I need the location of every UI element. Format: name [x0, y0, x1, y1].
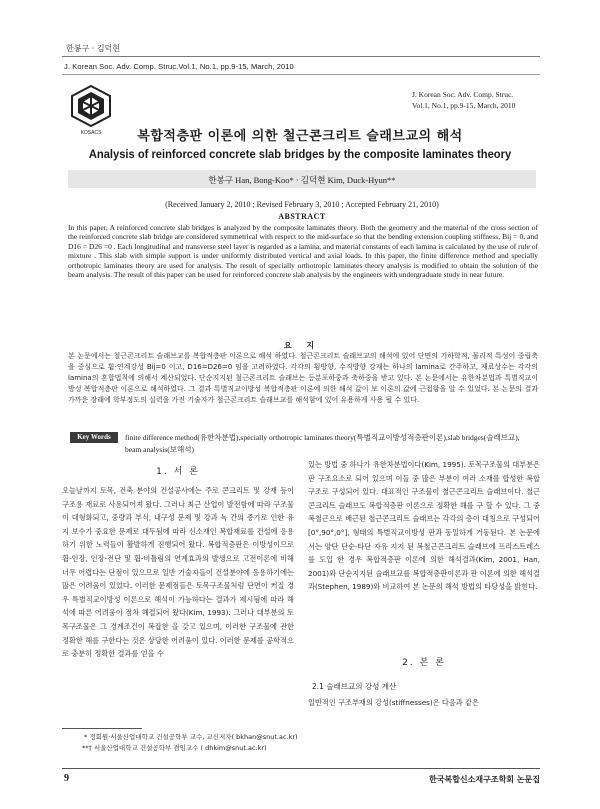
subsection-title: 2.1 슬래브교의 강성 계산 — [312, 682, 397, 691]
footer-rule — [62, 768, 540, 769]
abstract-heading: ABSTRACT — [278, 212, 326, 221]
section-title-main: 2. 본 론 — [402, 658, 446, 668]
footer-society-name: 한국복합신소재구조학회 논문집 — [429, 775, 540, 784]
abstract-body: In this paper, A reinforced concrete slab bridges is analyzed by the composite laminates theory. Both the geometry and the material of the cross section of the reinforced concrete slab bridge are considered symmetrical with respect to the mid-surface so that the bending extension coupling stiffness, Bij = 0, and D16 = D26 =0 . Each longitudinal and transverse steel layer is regarded as a lamina, and material constants of each lamina is calculated by the use of rule of mixture . This slab with simple support is under uniformly distributed vertical and axial loads. In this paper, the finite difference method and specially orthotropic laminates theory are used for analysis. The result of specially orthotropic laminates theory analysis is modified to obtain the solution of the beam analysis. The result of this paper can be used for reinforced concrete slab analysis by the engineers with undergraduate study in near future. — [68, 223, 538, 280]
section-title-introduction: 1. 서 론 — [156, 467, 200, 477]
footnote-rule — [62, 728, 142, 729]
footnote: **† 서울산업대학교 건설공학부 겸임교수 ( dhkim@snut.ac.kr) — [82, 744, 267, 752]
korean-abstract-heading: 요 지 — [283, 340, 321, 350]
journal-info — [412, 89, 540, 111]
korean-abstract-body: 본 논문에서는 철근콘크리트 슬래브교를 복합적층판 이론으로 해석 하였다. 철근콘크리트 슬래브교의 해석에 있어 단면의 기하학적, 물리적 특성이 중립축을 중심으로 휨-연계강성 Bij=0 이고, D16=D26=0 임을 고려하였다. 각각의 횡방향, 수직방향 강재는 하나의 lamina로 간주하고, 재료상수는 각각의 lamina의 혼합법칙에 의해서 계산되었다. 단순지지된 철근콘크리트 슬래브는 등분포하중과 축하중을 받고 있다. 본 논문에서는 유한차분법과 특별직교이방성 복합적층판 이론으로 해석하였다. 그 결과 특별직교이방성 복합적층판 이론에 의한 해석 값이 보 이론의 값에 근접함을 알 수 있었다. 본 논문의 결과 가까운 장래에 학부정도의 실력을 가진 기술자가 철근콘크리트 슬래브교를 해석함에 있어 유용하게 사용 될 수 있다. — [68, 352, 538, 404]
journal-info-line: J. Korean Soc. Adv. Comp. Struc. — [412, 90, 514, 99]
received-dates: (Received January 2, 2010 ; Revised February 3, 2010 ; Accepted February 21, 2010) — [165, 200, 439, 209]
running-header-authors: 한봉구 · 김덕현 — [66, 44, 120, 53]
footnote: * 정회원·서울산업대학교 건설공학부 교수, 교신저자( bkhan@snut.ac.kr) — [84, 733, 298, 741]
journal-info-line: Vol.1, No.1, pp.9-15, March, 2010 — [412, 101, 516, 110]
kosacs-logo-icon — [66, 84, 116, 128]
keywords-text: finite difference method(유한차분법),specially orthotropic laminates theory(특별직교이방성적층판이론),slab bridges(슬래브교), beam analysis(보해석) — [125, 433, 520, 454]
header-rule — [62, 56, 540, 57]
title-english: Analysis of reinforced concrete slab bridges by the composite laminates theory — [88, 147, 512, 161]
keywords-badge: Key Words — [70, 432, 118, 443]
running-header-journal: J. Korean Soc. Adv. Comp. Struc.Vol.1, No.1, pp.9-15, March, 2010 — [64, 62, 294, 71]
body-column-right-continued: 일반적인 구조부재의 강성(stiffnesses)은 다음과 같은 — [308, 698, 479, 707]
authors: 한봉구 Han, Bong-Koo* · 김덕현 Kim, Duck-Hyun** — [208, 175, 396, 185]
page-number: 9 — [64, 773, 69, 784]
body-column-left: 오늘날까지 토목, 건축 분야의 건설공사에는 주로 콘크리트 및 강재 등이 구조용 재료로 사용되어져 왔다. 그러나 최근 산업이 발전함에 따라 구조물이 대형화되고, 중량과 부식, 내구성 문제 및 강과 녹 간의 증가로 인한 유지 보수가 중요한 문제로 대두됨에 따라 신소재인 복합재료를 건설에 응용하기 위한 노력들이 활발하게 진행되어 왔다. 복합적층판은 이방성이므로 휨-인장, 인장-전단 및 휨-비틀림의 연계효과의 발생으로 고전이론에 비해 너무 어렵다는 단점이 있으므로 일반 기술자들이 건설분야에 응용하기에는 많은 어려움이 있었다. 이러한 문제점들은 토목구조물처럼 단면이 커질 경우 특별직교이방성 이론으로 해석이 가능하다는 결과가 제시됨에 따라 해석에 따른 어려움이 점차 해결되어 왔다(Kim, 1993). 그러나 대부분의 토목구조물은 그 경계조건이 복잡한 을 갖고 있으며, 이러한 구조물에 관한 정확한 해를 구한다는 것은 상당한 어려움이 있다. 이러한 문제를 공학적으로 충분히 정확한 결과를 얻을 수 — [62, 486, 294, 659]
logo-label: KOSACS — [80, 130, 102, 136]
body-column-right: 있는 방법 중 하나가 유한차분법이다(Kim, 1995). 토목구조물의 대부분은 판 구조요소로 되어 있으며 이들 중 많은 부분이 여러 소재를 합성한 복합구조로 구성되어 있다. 대표적인 구조물이 철근콘크리트 슬래브이다. 철근콘크리트 슬래브도 복합적층판 이론으로 정확한 해를 구 할 수 있다. 그 중 복철근으로 배근된 철근콘크리트 슬래브는 각각의 층이 대칭으로 구성되어 [0°,90°,0°], 형태의 특별직교이방성 판과 동일하게 거동된다. 본 논문에서는 양단 단순·타단 자유 지지 된 복철근콘크리트 슬래브에 프리스트레스를 도입 한 경우 복합적층판 이론에 의한 해석결과(Kim, 2001, Han, 2001)와 단순지지된 슬래브교를 복합적층판이론과 판 이론에 의한 해석결과(Stephen, 1989)와 비교하여 본 논문의 해석 방법의 타당성을 밝힌다. — [308, 460, 540, 592]
header-rule — [62, 74, 540, 75]
title-korean: 복합적층판 이론에 의한 철근콘크리트 슬래브교의 해석 — [137, 129, 463, 144]
